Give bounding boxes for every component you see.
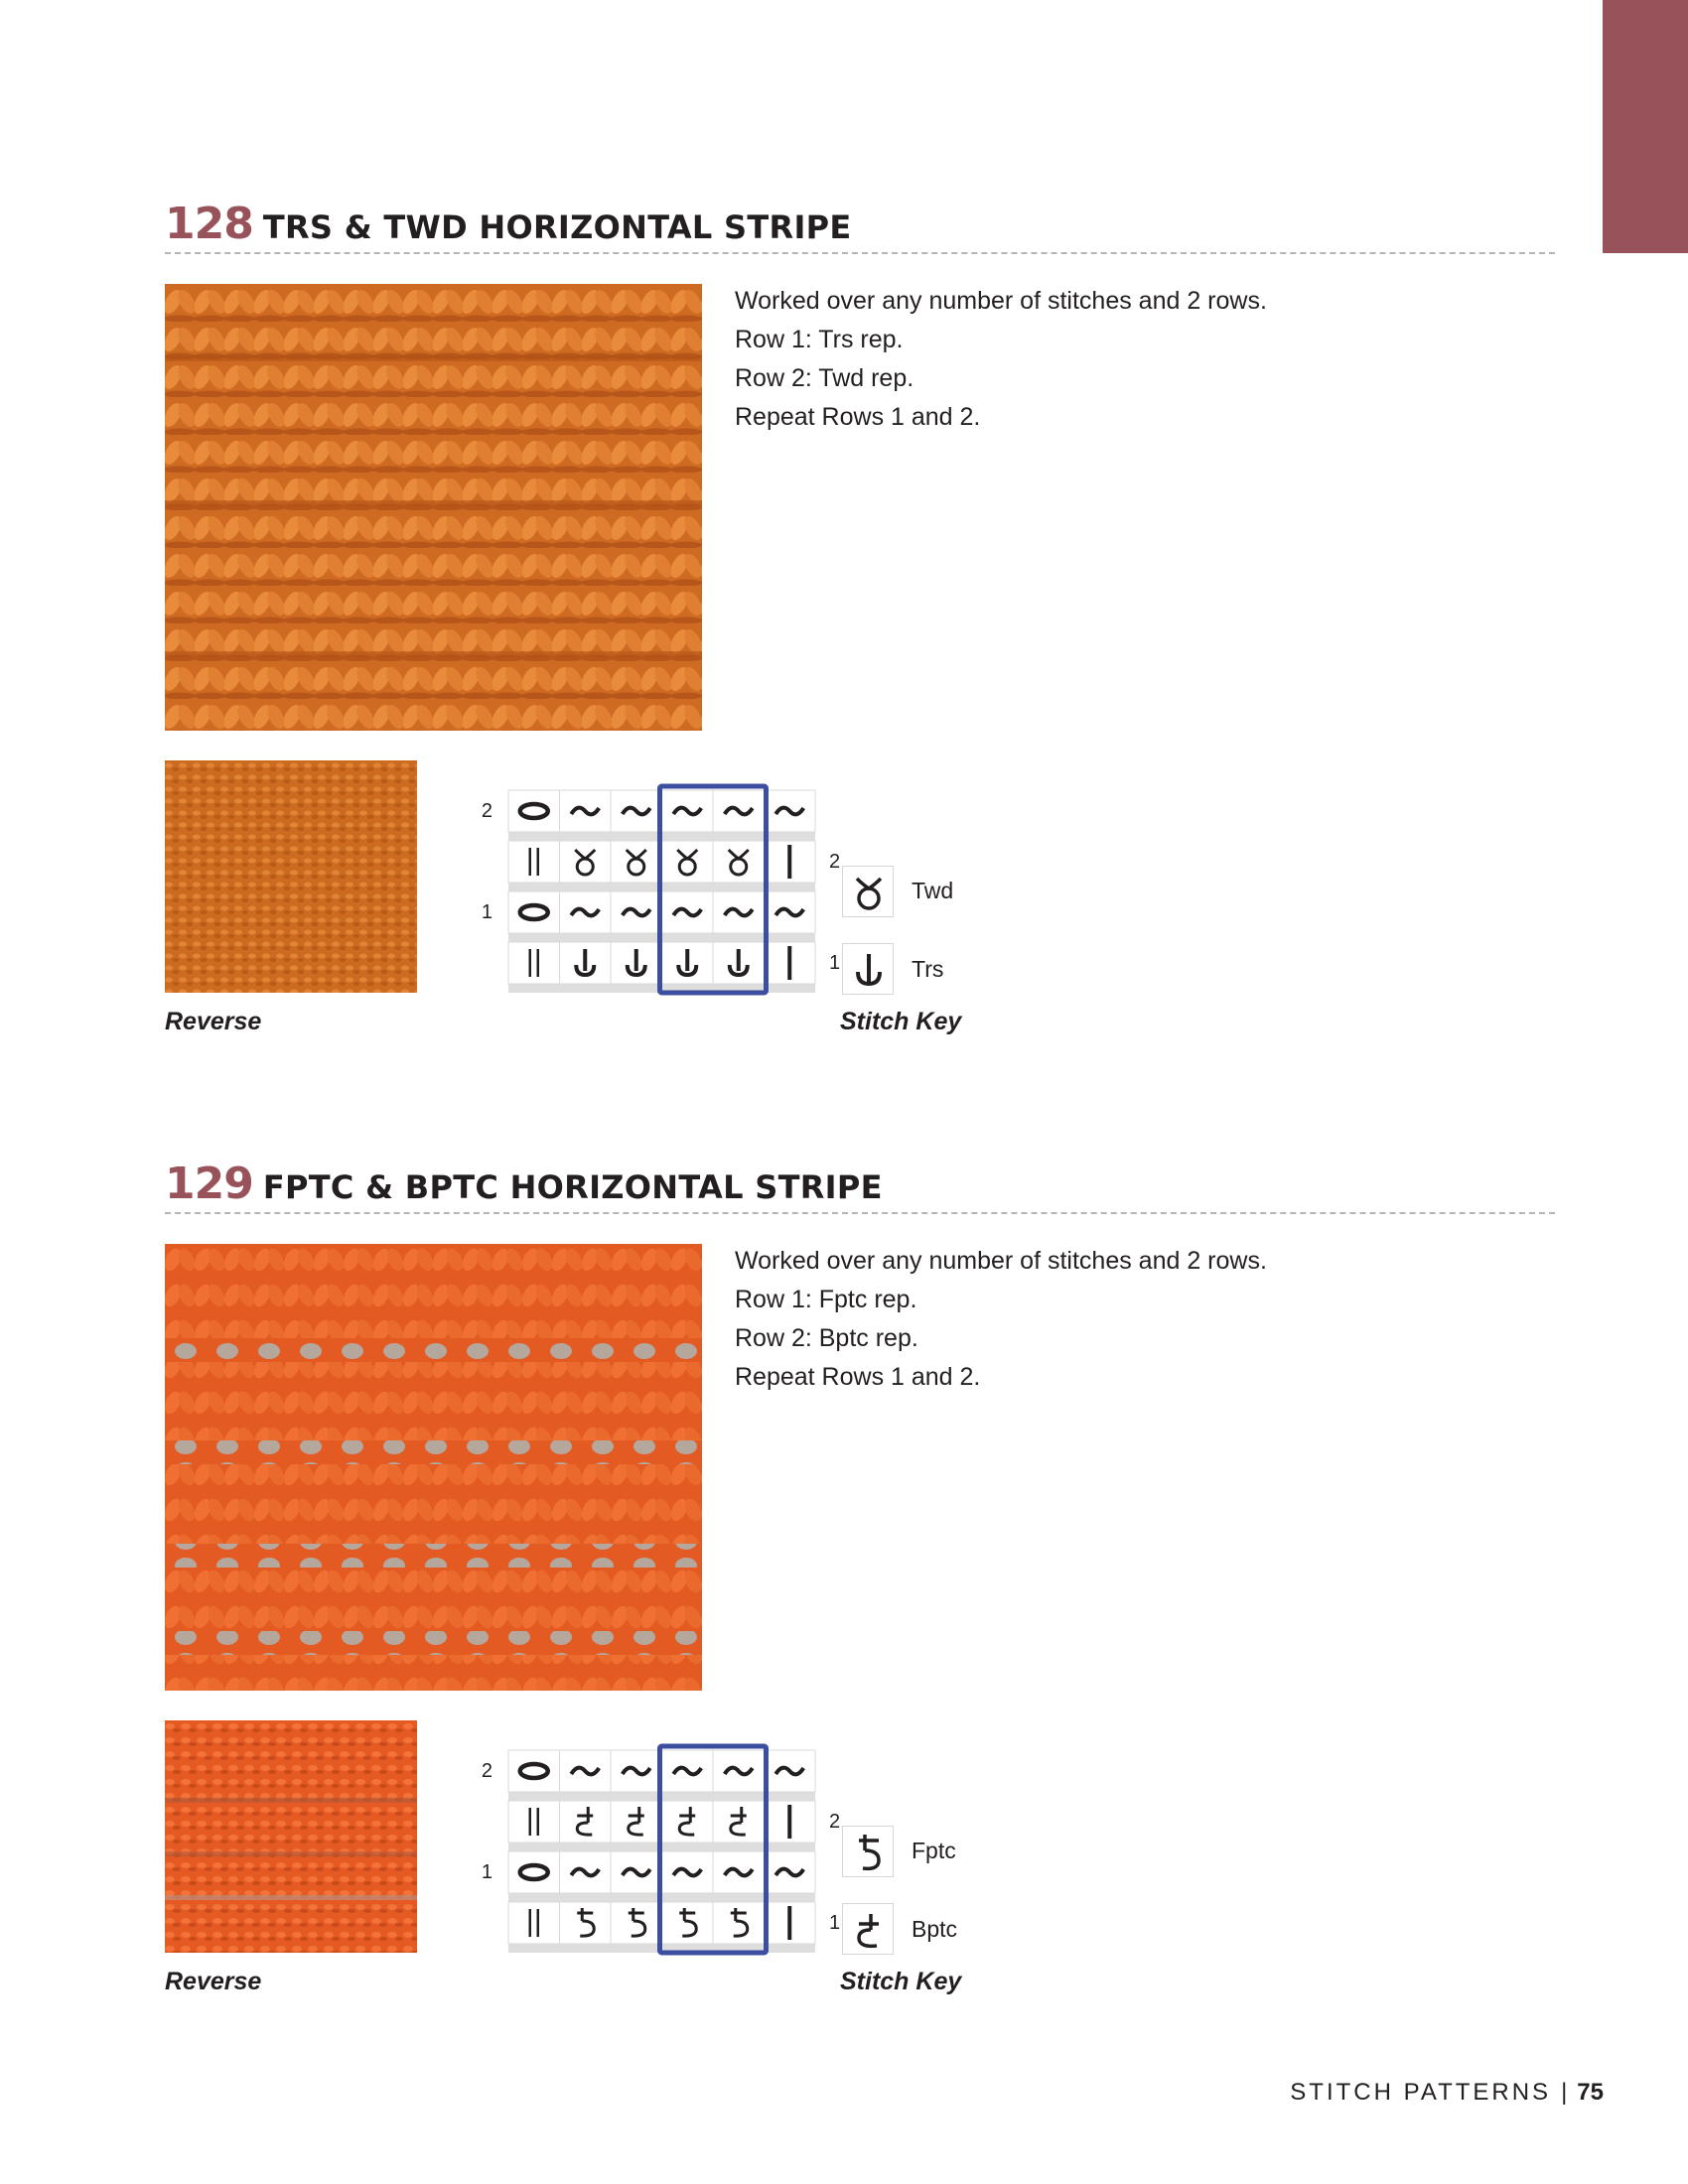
chart-cell-return — [765, 1750, 816, 1792]
chart-cell-edge-double — [508, 1801, 560, 1843]
swatch-photo-reverse — [165, 760, 417, 993]
instruction-line: Row 1: Trs rep. — [735, 326, 904, 353]
chart-cell-trs — [662, 942, 714, 984]
chart-cell-edge-single — [765, 942, 816, 984]
trs-symbol-icon — [843, 944, 895, 996]
chart-cell-return — [713, 1750, 765, 1792]
chart-cell-trs — [713, 942, 765, 984]
pattern-title: TRS & TWD HORIZONTAL STRIPE — [262, 208, 852, 246]
key-label: Fptc — [912, 1838, 956, 1863]
key-label: Twd — [912, 878, 954, 903]
key-symbol-box — [842, 1903, 894, 1955]
swatch-photo-front — [165, 1244, 702, 1691]
reverse-caption: Reverse — [165, 1008, 262, 1035]
swatch-photo-reverse — [165, 1720, 417, 1953]
pattern-number: 129 — [165, 1159, 253, 1209]
chart-grid — [473, 784, 841, 995]
chart-cell-loop — [508, 1851, 560, 1893]
fptc-symbol-icon — [843, 1827, 895, 1878]
key-symbol-box — [842, 1826, 894, 1877]
chart-cell-twd — [662, 841, 714, 883]
stitch-key-caption: Stitch Key — [840, 1008, 962, 1035]
chart-row-label-left: 1 — [481, 1861, 492, 1883]
instruction-line: Worked over any number of stitches and 2 rows. — [735, 1247, 1267, 1275]
instruction-line: Row 2: Twd rep. — [735, 364, 914, 392]
key-label: Trs — [912, 956, 944, 982]
chart-cell-return — [662, 1851, 714, 1893]
key-symbol-box — [842, 866, 894, 917]
chart-row-label-left: 2 — [481, 800, 492, 822]
chart-cell-return — [662, 790, 714, 832]
pattern-title: FPTC & BPTC HORIZONTAL STRIPE — [262, 1168, 883, 1206]
dashed-divider — [165, 252, 1555, 254]
chart-row-label-right: 2 — [829, 1811, 841, 1833]
section-heading — [165, 1159, 883, 1214]
chart-cell-edge-double — [508, 841, 560, 883]
pattern-number: 128 — [165, 199, 253, 249]
chart-cell-loop — [508, 891, 560, 933]
chart-cell-fptc — [560, 1902, 612, 1944]
chart-cell-return — [611, 790, 662, 832]
chart-grid — [473, 1744, 841, 1955]
chart-cell-edge-single — [765, 1801, 816, 1843]
chart-cell-edge-single — [765, 1902, 816, 1944]
footer-section-name: STITCH PATTERNS — [1290, 2079, 1552, 2106]
page-footer — [1290, 2079, 1604, 2107]
instruction-line: Repeat Rows 1 and 2. — [735, 1363, 981, 1391]
chart-cell-edge-double — [508, 942, 560, 984]
stitch-chart — [473, 784, 841, 995]
chart-cell-return — [662, 1750, 714, 1792]
chart-cell-loop — [508, 1750, 560, 1792]
bptc-symbol-icon — [843, 1904, 895, 1956]
chart-cell-bptc — [611, 1801, 662, 1843]
chart-cell-return — [611, 1750, 662, 1792]
chart-cell-return — [713, 891, 765, 933]
chart-cell-return — [560, 1750, 612, 1792]
chart-cell-return — [611, 1851, 662, 1893]
key-symbol-box — [842, 943, 894, 995]
stitch-chart — [473, 1744, 841, 1955]
instruction-line: Worked over any number of stitches and 2 rows. — [735, 287, 1267, 315]
chart-cell-twd — [611, 841, 662, 883]
page-number: 75 — [1577, 2079, 1604, 2106]
instruction-line: Repeat Rows 1 and 2. — [735, 403, 981, 431]
chart-cell-return — [662, 891, 714, 933]
chart-cell-bptc — [560, 1801, 612, 1843]
chart-cell-loop — [508, 790, 560, 832]
reverse-caption: Reverse — [165, 1968, 262, 1995]
instruction-line: Row 1: Fptc rep. — [735, 1286, 917, 1313]
chart-cell-edge-double — [508, 1902, 560, 1944]
chart-cell-return — [713, 1851, 765, 1893]
chart-cell-trs — [560, 942, 612, 984]
key-label: Bptc — [912, 1916, 958, 1942]
pattern-instructions — [735, 1242, 1489, 1397]
chart-cell-edge-single — [765, 841, 816, 883]
chart-cell-return — [713, 790, 765, 832]
chart-cell-trs — [611, 942, 662, 984]
twd-symbol-icon — [843, 867, 895, 918]
chart-cell-return — [765, 790, 816, 832]
chart-cell-return — [765, 1851, 816, 1893]
chart-cell-fptc — [713, 1902, 765, 1944]
chart-row-label-right: 1 — [829, 1912, 841, 1934]
chart-cell-fptc — [611, 1902, 662, 1944]
chart-cell-return — [560, 891, 612, 933]
chart-cell-twd — [560, 841, 612, 883]
stitch-section-129 — [165, 1159, 1555, 1995]
chart-cell-return — [611, 891, 662, 933]
chart-row-label-left: 1 — [481, 901, 492, 923]
chapter-tab — [1603, 0, 1688, 253]
chart-row-label-right: 1 — [829, 952, 841, 974]
chart-cell-fptc — [662, 1902, 714, 1944]
chart-cell-return — [765, 891, 816, 933]
stitch-key-caption: Stitch Key — [840, 1968, 962, 1995]
chart-row-label-left: 2 — [481, 1760, 492, 1782]
stitch-section-128 — [165, 199, 1555, 1035]
swatch-photo-front — [165, 284, 702, 731]
section-heading — [165, 199, 852, 254]
chart-cell-twd — [713, 841, 765, 883]
instruction-line: Row 2: Bptc rep. — [735, 1324, 918, 1352]
chart-cell-return — [560, 790, 612, 832]
chart-row-label-right: 2 — [829, 851, 841, 873]
chart-cell-return — [560, 1851, 612, 1893]
dashed-divider — [165, 1212, 1555, 1214]
footer-separator: | — [1561, 2079, 1568, 2106]
chart-cell-bptc — [662, 1801, 714, 1843]
pattern-instructions — [735, 282, 1489, 437]
chart-cell-bptc — [713, 1801, 765, 1843]
